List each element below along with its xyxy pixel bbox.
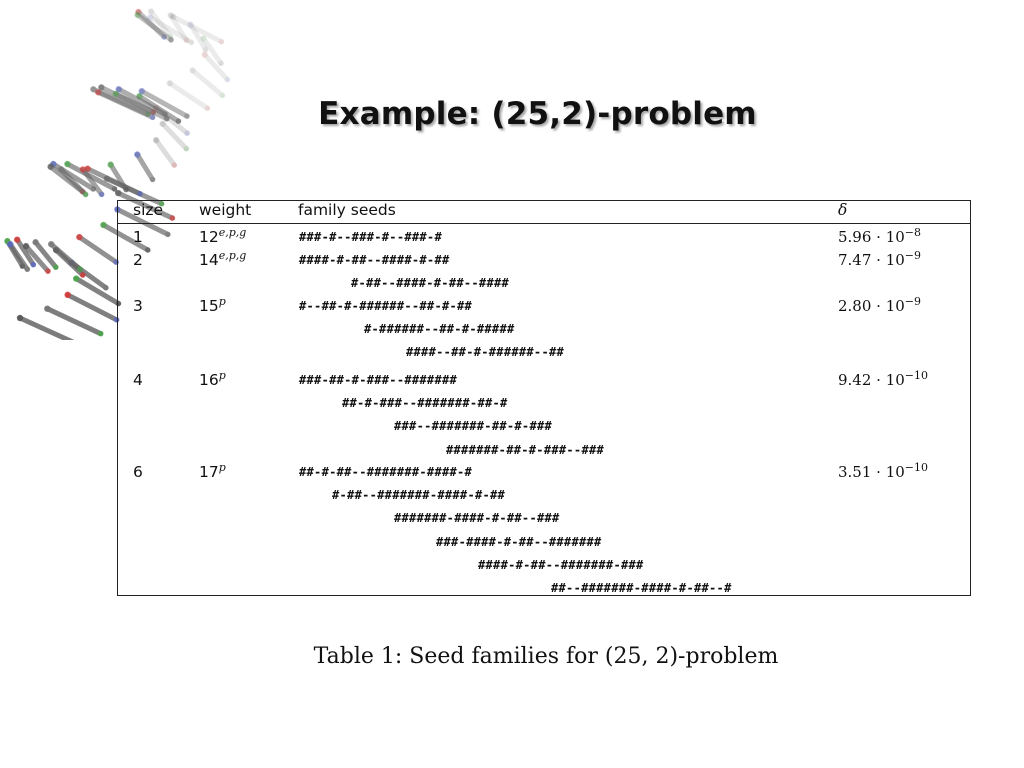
header-family-seeds: family seeds <box>298 201 396 219</box>
row-weight: 12$^{e,p,g}$ <box>199 225 247 246</box>
family-seed: #--##-#-######--##-#-## <box>299 299 473 313</box>
header-rule <box>118 223 970 224</box>
row-delta: $2.80 \cdot 10^{-9}$ <box>838 295 922 315</box>
family-seed: ##--#######-####-#-##--# <box>551 581 732 595</box>
family-seed: ###-#--###-#--###-# <box>299 230 442 244</box>
row-size: 6 <box>133 463 143 481</box>
row-weight: 15$^p$ <box>199 294 226 315</box>
slide-title: Example: (25,2)-problem <box>318 96 757 132</box>
row-size: 2 <box>133 251 143 269</box>
family-seed: ##-#-###--#######-##-# <box>342 396 508 411</box>
header-weight: weight <box>199 201 252 219</box>
row-delta: $9.42 \cdot 10^{-10}$ <box>838 369 929 389</box>
family-seed: ###-####-#-##--####### <box>436 534 602 549</box>
row-delta: $7.47 \cdot 10^{-9}$ <box>838 249 922 269</box>
family-seed: #######-##-#-###--### <box>446 442 605 457</box>
header-delta: δ <box>838 201 848 219</box>
row-size: 4 <box>133 371 143 389</box>
family-seed: ####--##-#-######--## <box>406 345 565 360</box>
row-weight: 16$^p$ <box>199 368 226 389</box>
seed-families-table <box>117 200 971 596</box>
row-size: 1 <box>133 228 143 246</box>
family-seed: ####-#-##--####-#-## <box>299 253 450 267</box>
family-seed: #-######--##-#-##### <box>364 322 515 337</box>
family-seed: ###--#######-##-#-### <box>394 419 553 434</box>
row-delta: $5.96 \cdot 10^{-8}$ <box>838 226 922 246</box>
family-seed: ####-#-##--#######-### <box>478 557 644 572</box>
family-seed: ###-##-#-###--####### <box>299 373 458 387</box>
family-seed: #-##--####-#-##--#### <box>351 276 510 291</box>
row-weight: 14$^{e,p,g}$ <box>199 248 247 269</box>
row-weight: 17$^p$ <box>199 460 226 481</box>
row-size: 3 <box>133 297 143 315</box>
row-delta: $3.51 \cdot 10^{-10}$ <box>838 461 929 481</box>
family-seed: #######-####-#-##--### <box>394 511 560 526</box>
header-size: size <box>133 201 164 219</box>
family-seed: #-##--#######-####-#-## <box>332 488 506 503</box>
family-seed: ##-#-##--#######-####-# <box>299 465 473 479</box>
table-caption: Table 1: Seed families for (25, 2)-problem <box>313 644 779 669</box>
